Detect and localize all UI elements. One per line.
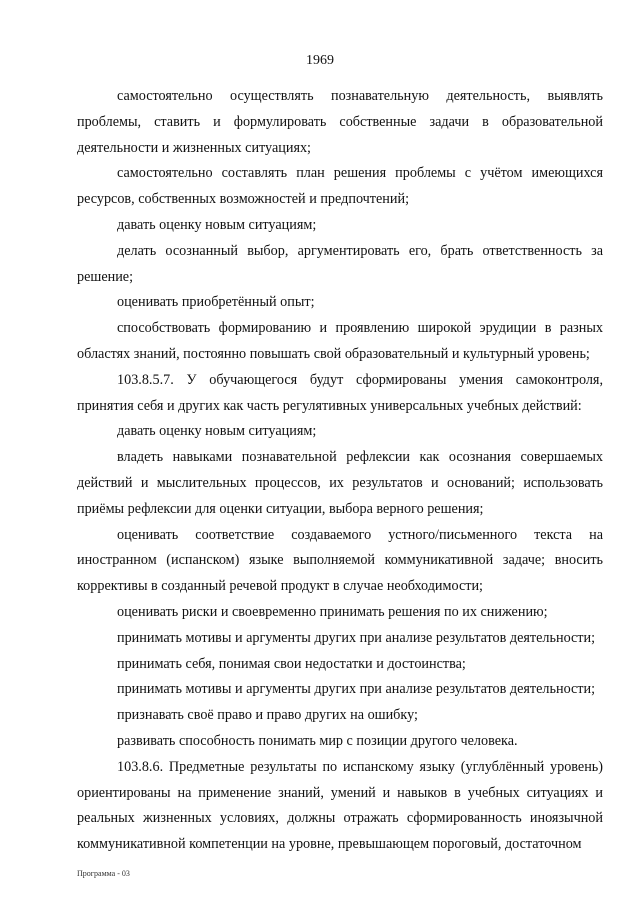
paragraph: оценивать риски и своевременно принимать решения по их снижению; [117,603,548,620]
paragraph: самостоятельно составлять план решения проблемы с учётом имеющихся ресурсов, собственных возможностей и предпочтений; [77,165,603,208]
paragraph: давать оценку новым ситуациям; [117,216,317,233]
paragraph: принимать себя, понимая свои недостатки и достоинства; [117,655,466,672]
paragraph: развивать способность понимать мир с позиции другого человека. [117,732,518,749]
paragraph: владеть навыками познавательной рефлексии как осознания совершаемых действий и мыслительных процессов, их результатов и оснований; использовать приёмы рефлексии для оценки ситуации, выбора верного решения; [77,449,603,517]
footer-label: Программа - 03 [77,869,130,878]
paragraph: способствовать формированию и проявлению широкой эрудиции в разных областях знаний, постоянно повышать свой образовательный и культурный уровень; [77,320,603,362]
document-body [77,84,603,858]
paragraph: признавать своё право и право других на ошибку; [117,707,418,724]
paragraph: делать осознанный выбор, аргументировать его, брать ответственность за решение; [77,242,603,285]
paragraph: давать оценку новым ситуациям; [117,423,317,440]
paragraph: принимать мотивы и аргументы других при анализе результатов деятельности; [117,681,596,698]
paragraph: 103.8.5.7. У обучающегося будут сформированы умения самоконтроля, принятия себя и других как часть регулятивных универсальных учебных действий: [77,371,603,414]
paragraph: оценивать приобретённый опыт; [117,294,315,311]
page-number: 1969 [306,53,334,68]
paragraph: оценивать соответствие создаваемого устного/письменного текста на иностранном (испанском) языке выполняемой коммуникативной задаче; вносить коррективы в созданный речевой продукт в случае необходимости; [77,526,603,595]
paragraph: 103.8.6. Предметные результаты по испанскому языку (углублённый уровень) ориентированы на применение знаний, умений и навыков в учебных ситуациях и реальных жизненных условиях, должны отражать сформированность иноязычной коммуникативной компетенции на уровне, превышающем пороговый, достаточном [77,758,603,853]
paragraph: принимать мотивы и аргументы других при анализе результатов деятельности; [117,629,596,646]
paragraph: самостоятельно осуществлять познавательную деятельность, выявлять проблемы, ставить и формулировать собственные задачи в образовательной деятельности и жизненных ситуациях; [77,88,603,156]
